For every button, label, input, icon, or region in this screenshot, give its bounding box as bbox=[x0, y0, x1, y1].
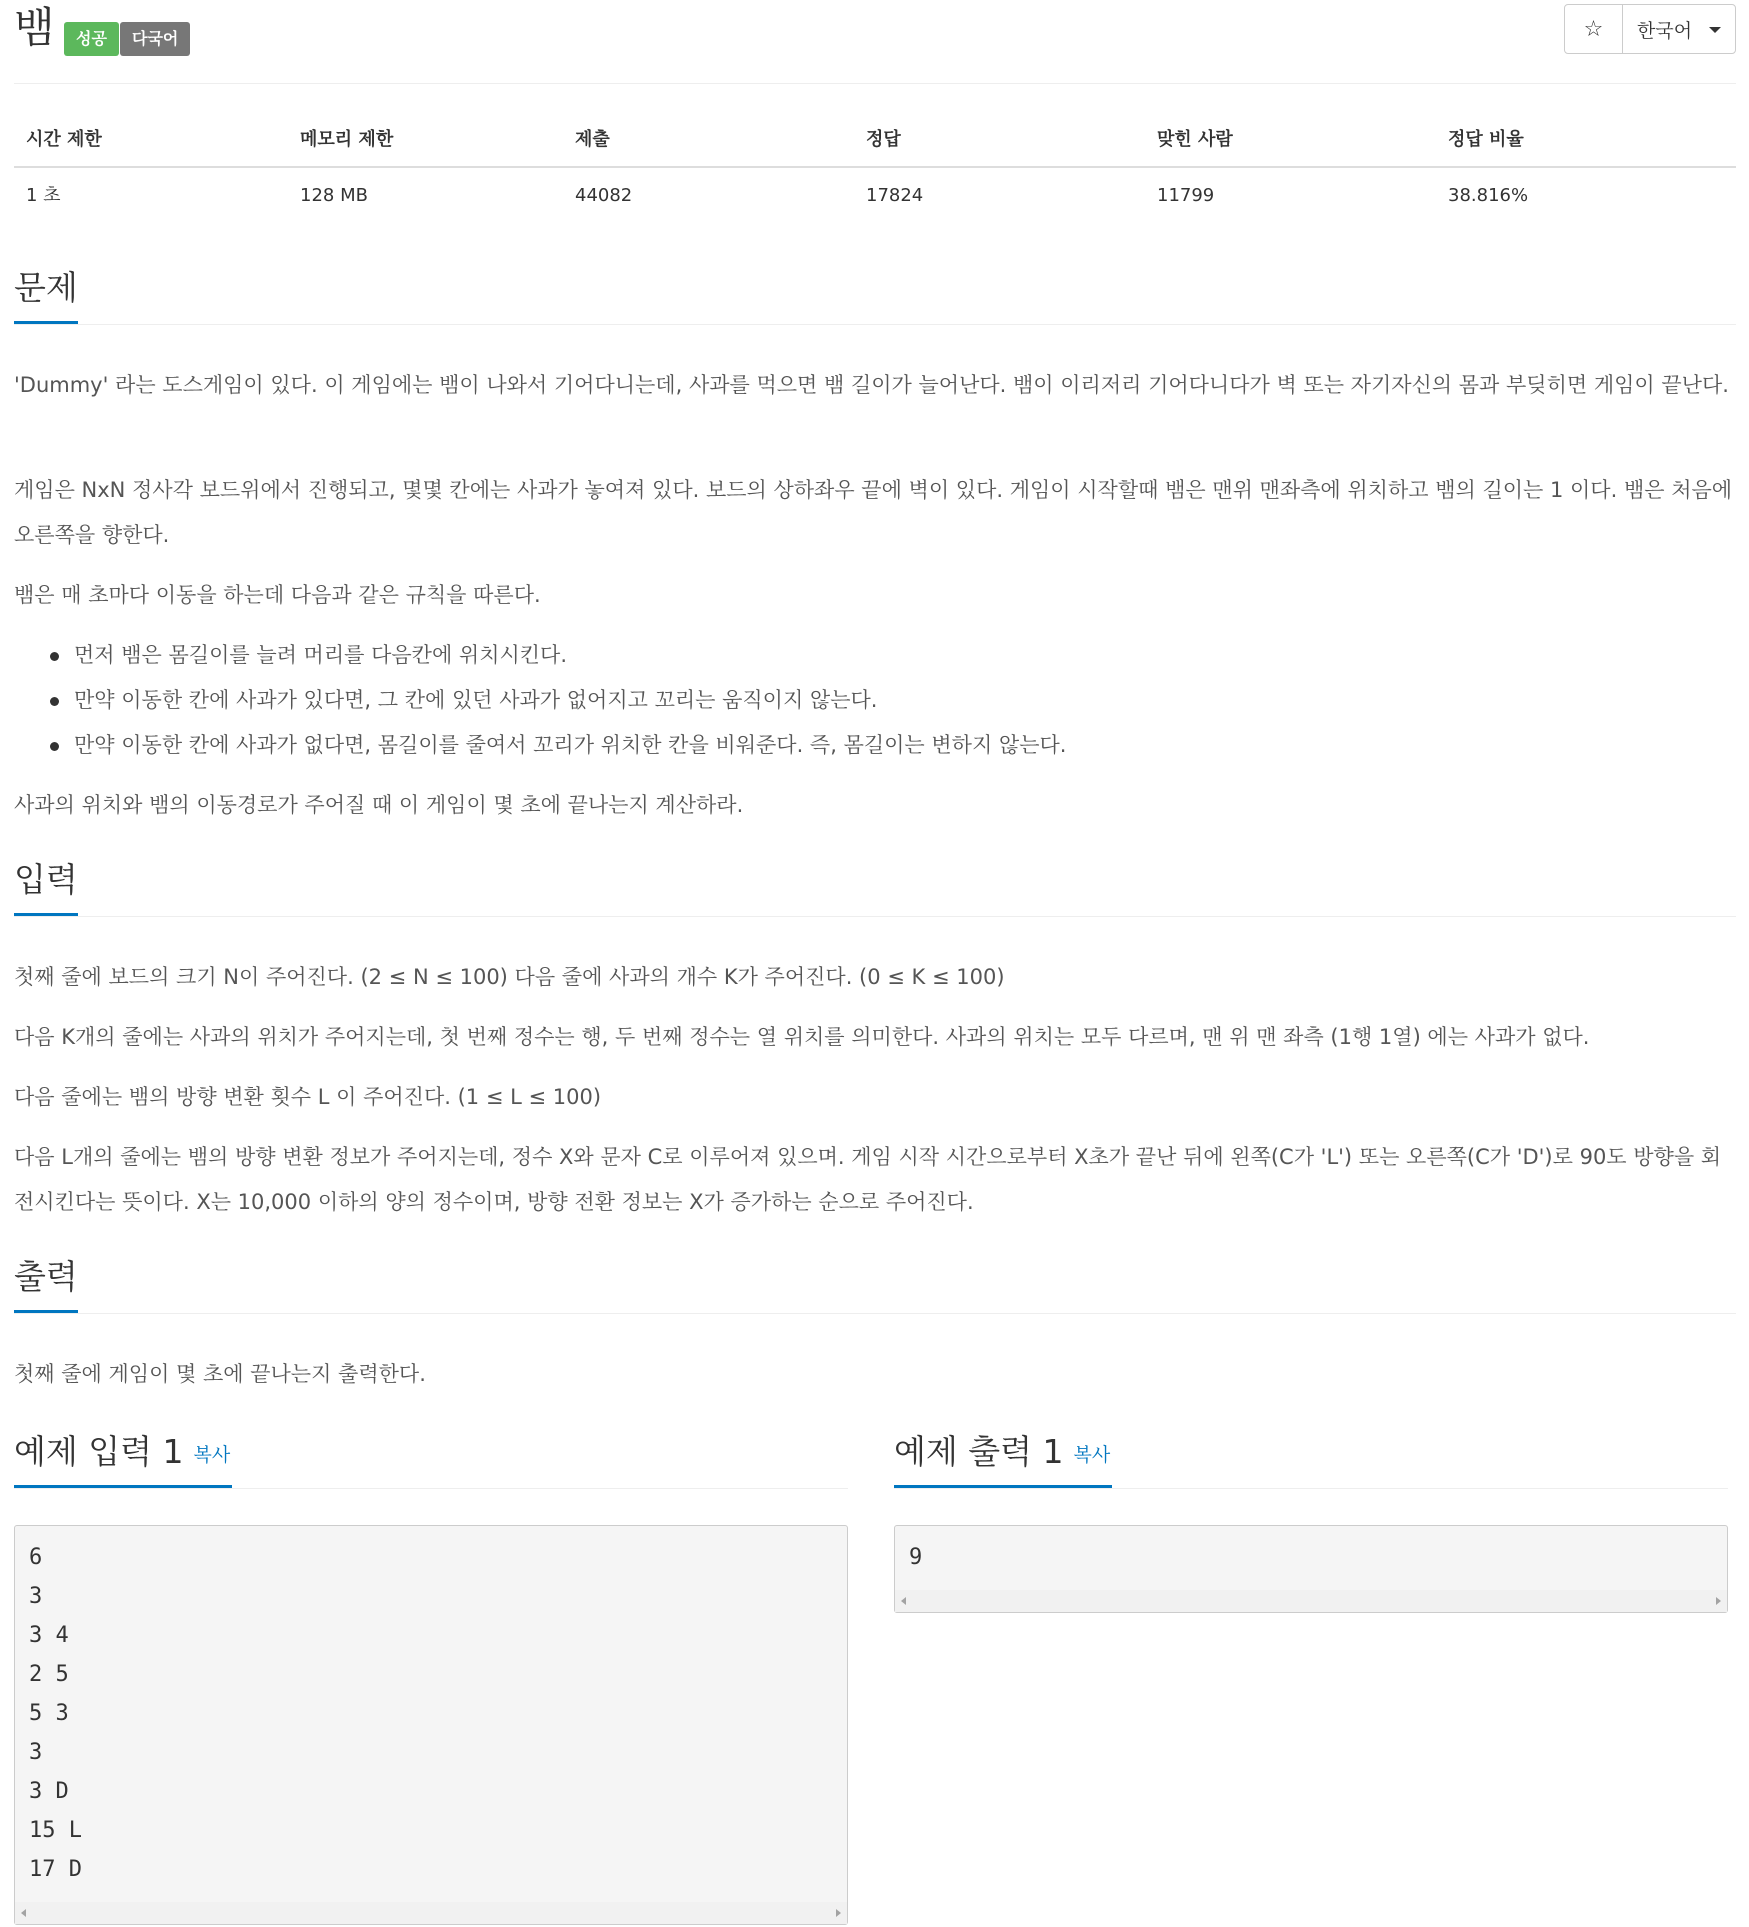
header-solvers: 맞힌 사람 bbox=[1157, 129, 1233, 150]
output-headline bbox=[14, 1253, 1736, 1314]
memory-limit-value: 128 MB bbox=[300, 185, 368, 206]
sample-output-label: 예제 출력 1 bbox=[894, 1432, 1064, 1471]
code-line: 3 D bbox=[29, 1779, 69, 1804]
sample-input-box[interactable] bbox=[14, 1525, 848, 1925]
header-ratio: 정답 비율 bbox=[1448, 129, 1524, 150]
description-title: 문제 bbox=[14, 264, 78, 324]
sample-input-label: 예제 입력 1 bbox=[14, 1432, 184, 1471]
scroll-right-icon[interactable] bbox=[1716, 1597, 1721, 1605]
code-line: 6 bbox=[29, 1545, 43, 1570]
list-item: 만약 이동한 칸에 사과가 있다면, 그 칸에 있던 사과가 없어지고 꼬리는 움직이지 않는다. bbox=[50, 678, 1730, 723]
input-title: 입력 bbox=[14, 856, 78, 916]
description-paragraph: 사과의 위치와 뱀의 이동경로가 주어질 때 이 게임이 몇 초에 끝나는지 계산하라. bbox=[14, 793, 744, 817]
code-line: 3 4 bbox=[29, 1623, 69, 1648]
table-row bbox=[14, 168, 1736, 224]
description-paragraph: 'Dummy' 라는 도스게임이 있다. 이 게임에는 뱀이 나와서 기어다니는데, 사과를 먹으면 뱀 길이가 늘어난다. 뱀이 이리저리 기어다니다가 벽 또는 자기자신의 몸과 부딪히면 게임이 끝난다. bbox=[14, 373, 1729, 397]
sample-output-code bbox=[895, 1526, 1727, 1577]
sample-input-code bbox=[15, 1526, 847, 1889]
caret-down-icon bbox=[1709, 27, 1721, 33]
code-line: 5 3 bbox=[29, 1701, 69, 1726]
rules-list bbox=[50, 633, 1730, 768]
input-paragraph: 다음 L개의 줄에는 뱀의 방향 변환 정보가 주어지는데, 정수 X와 문자 C로 이루어져 있으며. 게임 시작 시간으로부터 X초가 끝난 뒤에 왼쪽(C가 'L') 또는 오른쪽(C가 'D')로 90도 방향을 회전시킨다는 뜻이다. X는 10,000 이하의 양의 정수이며, 방향 전환 정보는 X가 증가하는 순으로 주어진다. bbox=[14, 1145, 1722, 1214]
language-label: 한국어 bbox=[1637, 19, 1693, 42]
list-item: 만약 이동한 칸에 사과가 없다면, 몸길이를 줄여서 꼬리가 위치한 칸을 비워준다. 즉, 몸길이는 변하지 않는다. bbox=[50, 723, 1730, 768]
input-paragraph: 다음 줄에는 뱀의 방향 변환 횟수 L 이 주어진다. (1 ≤ L ≤ 100) bbox=[14, 1085, 602, 1109]
header-time-limit: 시간 제한 bbox=[26, 129, 102, 150]
code-line: 3 bbox=[29, 1740, 43, 1765]
code-line: 2 5 bbox=[29, 1662, 69, 1687]
scroll-left-icon[interactable] bbox=[21, 1909, 26, 1917]
code-line: 3 bbox=[29, 1584, 43, 1609]
star-button[interactable] bbox=[1565, 5, 1623, 53]
header-accepted: 정답 bbox=[866, 129, 901, 150]
header-submissions: 제출 bbox=[575, 129, 610, 150]
language-dropdown[interactable] bbox=[1623, 5, 1735, 53]
description-paragraph: 게임은 NxN 정사각 보드위에서 진행되고, 몇몇 칸에는 사과가 놓여져 있다. 보드의 상하좌우 끝에 벽이 있다. 게임이 시작할때 뱀은 맨위 맨좌측에 위치하고 뱀의 길이는 1 이다. 뱀은 처음에 오른쪽을 향한다. bbox=[14, 478, 1733, 547]
table-header-row bbox=[14, 112, 1736, 168]
scroll-right-icon[interactable] bbox=[836, 1909, 841, 1917]
copy-output-link[interactable]: 복사 bbox=[1073, 1444, 1111, 1466]
horizontal-scrollbar[interactable] bbox=[15, 1902, 847, 1924]
header-button-group bbox=[1564, 4, 1736, 54]
description-headline bbox=[14, 264, 1736, 325]
input-paragraph: 다음 K개의 줄에는 사과의 위치가 주어지는데, 첫 번째 정수는 행, 두 번째 정수는 열 위치를 의미한다. 사과의 위치는 모두 다르며, 맨 위 맨 좌측 (1행 1열) 에는 사과가 없다. bbox=[14, 1025, 1590, 1049]
output-paragraph: 첫째 줄에 게임이 몇 초에 끝나는지 출력한다. bbox=[14, 1362, 426, 1386]
input-headline bbox=[14, 856, 1736, 917]
code-line: 17 D bbox=[29, 1857, 82, 1882]
code-line: 15 L bbox=[29, 1818, 82, 1843]
solvers-value[interactable]: 11799 bbox=[1157, 185, 1215, 206]
problem-info-table bbox=[14, 112, 1736, 224]
problem-title: 뱀 bbox=[14, 3, 55, 52]
sample-input-title bbox=[14, 1428, 232, 1488]
submissions-value[interactable]: 44082 bbox=[575, 185, 633, 206]
sample-output-title bbox=[894, 1428, 1112, 1488]
code-line: 9 bbox=[909, 1545, 923, 1570]
time-limit-value: 1 초 bbox=[26, 185, 61, 206]
multilang-badge[interactable]: 다국어 bbox=[120, 22, 190, 56]
scroll-left-icon[interactable] bbox=[901, 1597, 906, 1605]
sample-output-headline bbox=[894, 1428, 1728, 1489]
accepted-value[interactable]: 17824 bbox=[866, 185, 924, 206]
problem-header bbox=[14, 0, 1736, 84]
success-badge: 성공 bbox=[64, 22, 119, 56]
ratio-value: 38.816% bbox=[1448, 185, 1529, 206]
problem-page bbox=[14, 0, 1736, 1882]
sample-output-box[interactable] bbox=[894, 1525, 1728, 1613]
output-title: 출력 bbox=[14, 1253, 78, 1313]
sample-input-headline bbox=[14, 1428, 848, 1489]
list-item: 먼저 뱀은 몸길이를 늘려 머리를 다음칸에 위치시킨다. bbox=[50, 633, 1730, 678]
horizontal-scrollbar[interactable] bbox=[895, 1590, 1727, 1612]
description-paragraph: 뱀은 매 초마다 이동을 하는데 다음과 같은 규칙을 따른다. bbox=[14, 583, 541, 607]
header-memory-limit: 메모리 제한 bbox=[300, 129, 394, 150]
input-paragraph: 첫째 줄에 보드의 크기 N이 주어진다. (2 ≤ N ≤ 100) 다음 줄에 사과의 개수 K가 주어진다. (0 ≤ K ≤ 100) bbox=[14, 965, 1005, 989]
star-icon: ☆ bbox=[1583, 16, 1604, 42]
copy-input-link[interactable]: 복사 bbox=[193, 1444, 231, 1466]
